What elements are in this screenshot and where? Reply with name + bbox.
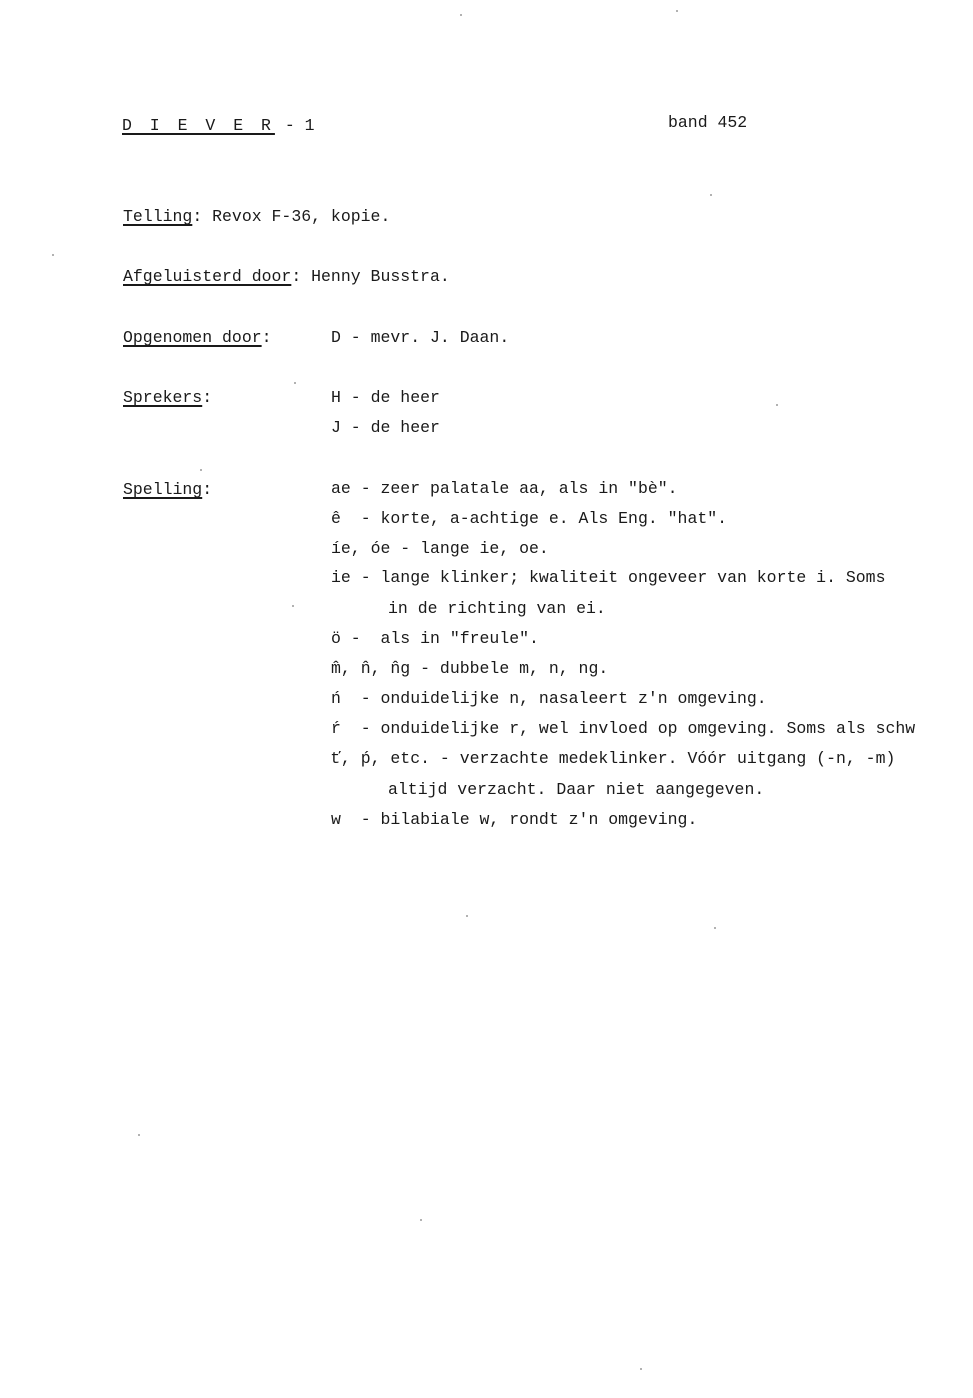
scan-speck [676,10,678,12]
spelling-line: altijd verzacht. Daar niet aangegeven. [388,780,765,799]
spelling-line: w - bilabiale w, rondt z'n omgeving. [331,810,698,829]
telling-label: Telling [123,207,193,226]
scan-speck [714,927,716,929]
speaker-item: H - de heer [331,388,440,407]
opgenomen-label: Opgenomen door [123,328,262,347]
scan-speck [420,1219,422,1221]
spelling-line: in de richting van ei. [388,599,606,618]
sprekers-label: Sprekers [123,388,203,407]
spelling-line: ö - als in "freule". [331,629,539,648]
scan-speck [292,605,294,607]
telling-value: : Revox F-36, kopie. [192,207,391,226]
spelling-label: Spelling [123,480,203,499]
sprekers-label-row [123,388,212,408]
opgenomen-label-row [123,328,272,348]
opgenomen-value: D - mevr. J. Daan. [331,328,510,347]
spelling-line: ŕ - onduidelijke r, wel invloed op omgeving. Soms als schw [331,719,916,738]
scan-speck [776,404,778,406]
spelling-label-row [123,480,212,500]
spelling-line: ie - lange klinker; kwaliteit ongeveer van korte i. Soms [331,568,886,587]
title-suffix: - 1 [274,116,315,135]
spelling-line: m̂, n̂, n̂g - dubbele m, n, ng. [331,659,609,678]
scan-speck [200,469,202,471]
spelling-line: íe, óe - lange ie, oe. [331,539,549,558]
speaker-item: J - de heer [331,418,440,437]
spelling-line: ń - onduidelijke n, nasaleert z'n omgeving. [331,689,767,708]
sprekers-colon: : [202,388,213,407]
band-number: band 452 [668,113,748,132]
spelling-line: ae - zeer palatale aa, als in "bè". [331,479,678,498]
afgeluisterd-row [123,267,450,287]
scan-speck [52,254,54,256]
scan-speck [710,194,712,196]
spelling-line: ť, ṕ, etc. - verzachte medeklinker. Vóór uitgang (-n, -m) [331,749,896,768]
title-text: D I E V E R [122,116,275,135]
scan-speck [294,382,296,384]
opgenomen-colon: : [261,328,272,347]
afgeluisterd-value: : Henny Busstra. [291,267,450,286]
spelling-colon: : [202,480,213,499]
scan-speck [466,915,468,917]
scan-speck [460,14,462,16]
spelling-line: ê - korte, a-achtige e. Als Eng. "hat". [331,509,728,528]
telling-row [123,207,390,227]
scan-speck [138,1134,140,1136]
afgeluisterd-label: Afgeluisterd door [123,267,292,286]
scan-speck [640,1368,642,1370]
document-title [122,116,315,136]
